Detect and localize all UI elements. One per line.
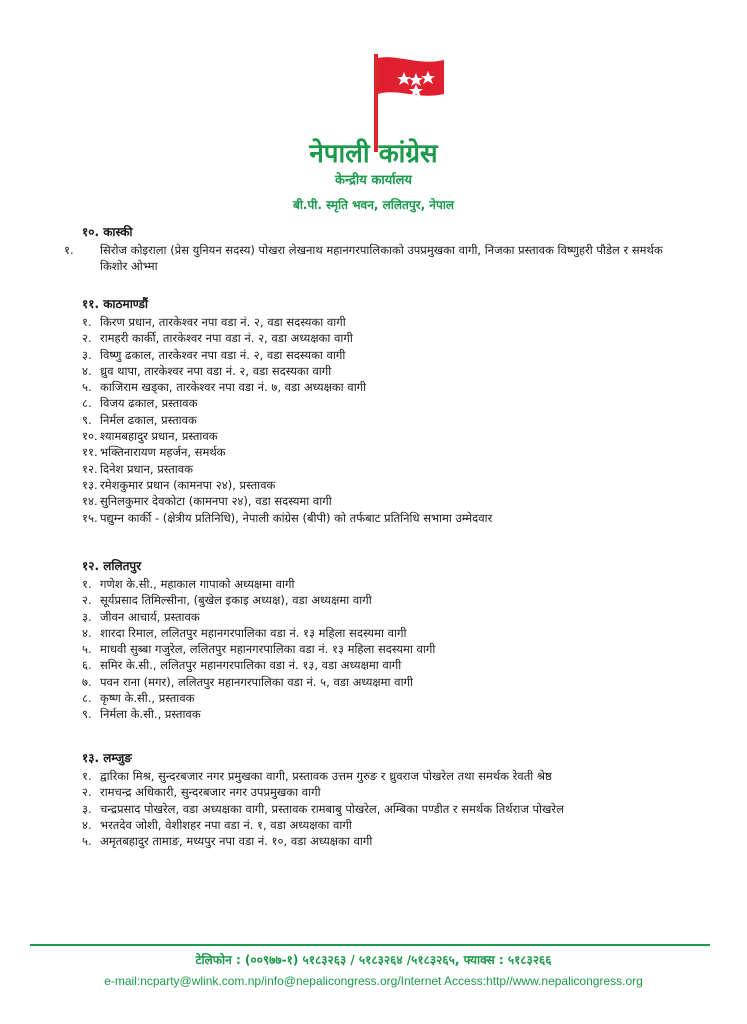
item-text: चन्द्रप्रसाद पोखरेल, वडा अध्यक्षका वागी, प्रस्तावक रामबाबु पोखरेल, अम्बिका पण्डीत र समर्थक तिर्थराज पोखरेल	[100, 801, 564, 816]
list-item	[82, 592, 702, 608]
list-item	[82, 768, 702, 784]
item-number: ९.	[82, 707, 92, 722]
section-title: १३. लम्जुङ	[82, 751, 132, 765]
item-text: निर्मला के.सी., प्रस्तावक	[100, 707, 201, 722]
list-item	[82, 444, 702, 460]
item-number: १.	[82, 769, 92, 783]
item-text: कृष्ण के.सी., प्रस्तावक	[100, 691, 195, 706]
item-number: १२.	[82, 461, 98, 476]
list-item	[82, 625, 702, 641]
item-number: ११.	[82, 445, 98, 460]
item-number: ९.	[82, 412, 92, 427]
item-text: विष्णु ढकाल, तारकेश्वर नपा वडा नं. २, वडा सदस्यका वागी	[100, 347, 346, 362]
section-title: १०. कास्की	[82, 225, 133, 239]
item-number: १.	[64, 243, 74, 257]
item-text: जीवन आचार्य, प्रस्तावक	[100, 609, 200, 624]
list-item	[82, 706, 702, 722]
item-text: द्वारिका मिश्र, सुन्दरबजार नगर प्रमुखका वागी, प्रस्तावक उत्तम गुरुङ र ध्रुवराज पोखरेल तथा समर्थक रेवती श्रेष्ठ	[100, 769, 552, 783]
item-number: १५.	[82, 510, 98, 525]
item-text: भरतदेव जोशी, वेशीशहर नपा वडा नं. १, वडा अध्यक्षका वागी	[100, 817, 352, 832]
org-name: नेपाली कांग्रेस	[309, 139, 438, 169]
item-text: शारदा रिमाल, ललितपुर महानगरपालिका वडा नं. १३ महिला सदस्यमा वागी	[100, 625, 407, 640]
item-text: पद्युम्न कार्की - (क्षेत्रीय प्रतिनिधि), नेपाली कांग्रेस (बीपी) को तर्फबाट प्रतिनिधि सभामा उम्मेदवार	[100, 510, 493, 525]
section-kaski	[64, 224, 702, 275]
item-number: ६.	[82, 658, 92, 673]
item-text: श्यामबहादुर प्रधान, प्रस्तावक	[100, 429, 218, 444]
section-title: १२. ललितपुर	[82, 559, 142, 573]
list-item	[82, 428, 702, 444]
footer-contact: e-mail:ncparty@wlink.com.np/info@nepalicongress.org/Internet Access:http//www.nepalicongress.org	[104, 974, 643, 988]
item-text: दिनेश प्रधान, प्रस्तावक	[100, 461, 194, 476]
item-number: १४.	[82, 494, 98, 509]
item-text: रमेशकुमार प्रधान (कामनपा २४), प्रस्तावक	[100, 477, 276, 492]
item-text: भक्तिनारायण महर्जन, समर्थक	[100, 445, 226, 460]
list-item	[82, 657, 702, 673]
list-item	[82, 363, 702, 379]
section-lalitpur	[82, 558, 702, 723]
item-number: १.	[82, 315, 92, 329]
item-text: विजय ढकाल, प्रस्तावक	[100, 396, 198, 411]
item-number: ३.	[82, 609, 92, 624]
item-text: काजिराम खड्का, तारकेश्वर नपा वडा नं. ७, वडा अध्यक्षका वागी	[100, 380, 367, 395]
list-item	[82, 641, 702, 657]
item-text: सुनिलकुमार देवकोटा (कामनपा २४), वडा सदस्यमा वागी	[100, 494, 332, 509]
section-title: ११. काठमाण्डौं	[82, 297, 149, 311]
list-item	[82, 461, 702, 477]
list-item	[82, 412, 702, 428]
item-text: ध्रुव थापा, तारकेश्वर नपा वडा नं. २, वडा सदस्यका वागी	[100, 363, 332, 378]
list-item	[82, 493, 702, 509]
org-office: केन्द्रीय कार्यालय	[335, 173, 412, 188]
item-number: ८.	[82, 691, 92, 706]
item-text: रामचन्द्र अधिकारी, सुन्दरबजार नगर उपप्रमुखका वागी	[100, 785, 321, 800]
item-number: ४.	[82, 625, 92, 640]
item-text: किरण प्रधान, तारकेश्वर नपा वडा नं. २, वडा सदस्यका वागी	[100, 315, 346, 329]
list-item	[82, 477, 702, 493]
section-lamjung	[82, 750, 702, 849]
item-number: १३.	[82, 477, 98, 492]
list-item	[82, 395, 702, 411]
section-kathmandu	[82, 296, 702, 526]
item-number: १.	[82, 577, 92, 591]
item-number: १०.	[82, 429, 98, 444]
item-number: ५.	[82, 380, 92, 395]
item-number: २.	[82, 331, 92, 346]
list-item	[82, 347, 702, 363]
item-number: ३.	[82, 801, 92, 816]
item-text: अमृतबहादुर तामाङ, मध्यपुर नपा वडा नं. १०, वडा अध्यक्षका वागी	[100, 834, 373, 849]
item-number: ३.	[82, 347, 92, 362]
item-text: निर्मल ढकाल, प्रस्तावक	[100, 412, 197, 427]
org-address: बी.पी. स्मृति भवन, ललितपुर, नेपाल	[292, 198, 455, 212]
item-number: ८.	[82, 396, 92, 411]
item-number: ५.	[82, 642, 92, 657]
footer-divider	[30, 944, 710, 946]
item-text: रामहरी कार्की, तारकेश्वर नपा वडा नं. २, वडा अध्यक्षका वागी	[100, 331, 353, 346]
list-item	[82, 510, 702, 526]
list-item	[82, 379, 702, 395]
item-number: ४.	[82, 363, 92, 378]
list-item	[82, 690, 702, 706]
item-text: सिरोज कोइराला (प्रेस युनियन सदस्य) पोखरा लेखनाथ महानगरपालिकाको उपप्रमुखका वागी, निजका प्रस्तावक विष्णुहरी पौडेल र समर्थक किशोर ओभ्मा	[100, 243, 663, 274]
list-item	[82, 314, 702, 330]
list-item	[82, 674, 702, 690]
list-item	[82, 833, 702, 849]
item-text: समिर के.सी., ललितपुर महानगरपालिका वडा नं. १३, वडा अध्यक्षमा वागी	[100, 658, 402, 673]
item-number: ७.	[82, 674, 92, 689]
item-number: २.	[82, 785, 92, 800]
item-number: ५.	[82, 834, 92, 849]
item-number: ४.	[82, 817, 92, 832]
list-item	[82, 817, 702, 833]
item-text: गणेश के.सी., महाकाल गापाको अध्यक्षमा वागी	[100, 577, 295, 591]
list-item	[82, 330, 702, 346]
list-item	[64, 242, 690, 275]
list-item	[82, 801, 702, 817]
item-text: माधवी सुब्बा गजुरेल, ललितपुर महानगरपालिका वडा नं. १३ महिला सदस्यमा वागी	[100, 642, 436, 657]
footer-phone: टेलिफोन : (००९७७-१) ५१८३२६३ / ५१८३२६४ /५१८३२६५, फ्याक्स : ५१८३२६६	[195, 953, 552, 967]
list-item	[82, 609, 702, 625]
list-item	[82, 784, 702, 800]
item-text: पवन राना (मगर), ललितपुर महानगरपालिका वडा नं. ५, वडा अध्यक्षमा वागी	[100, 674, 413, 689]
item-number: २.	[82, 593, 92, 608]
item-text: सूर्यप्रसाद तिमिल्सीना, (बुखेल इकाइ अध्यक्ष), वडा अध्यक्षमा वागी	[100, 593, 372, 608]
list-item	[82, 576, 702, 592]
